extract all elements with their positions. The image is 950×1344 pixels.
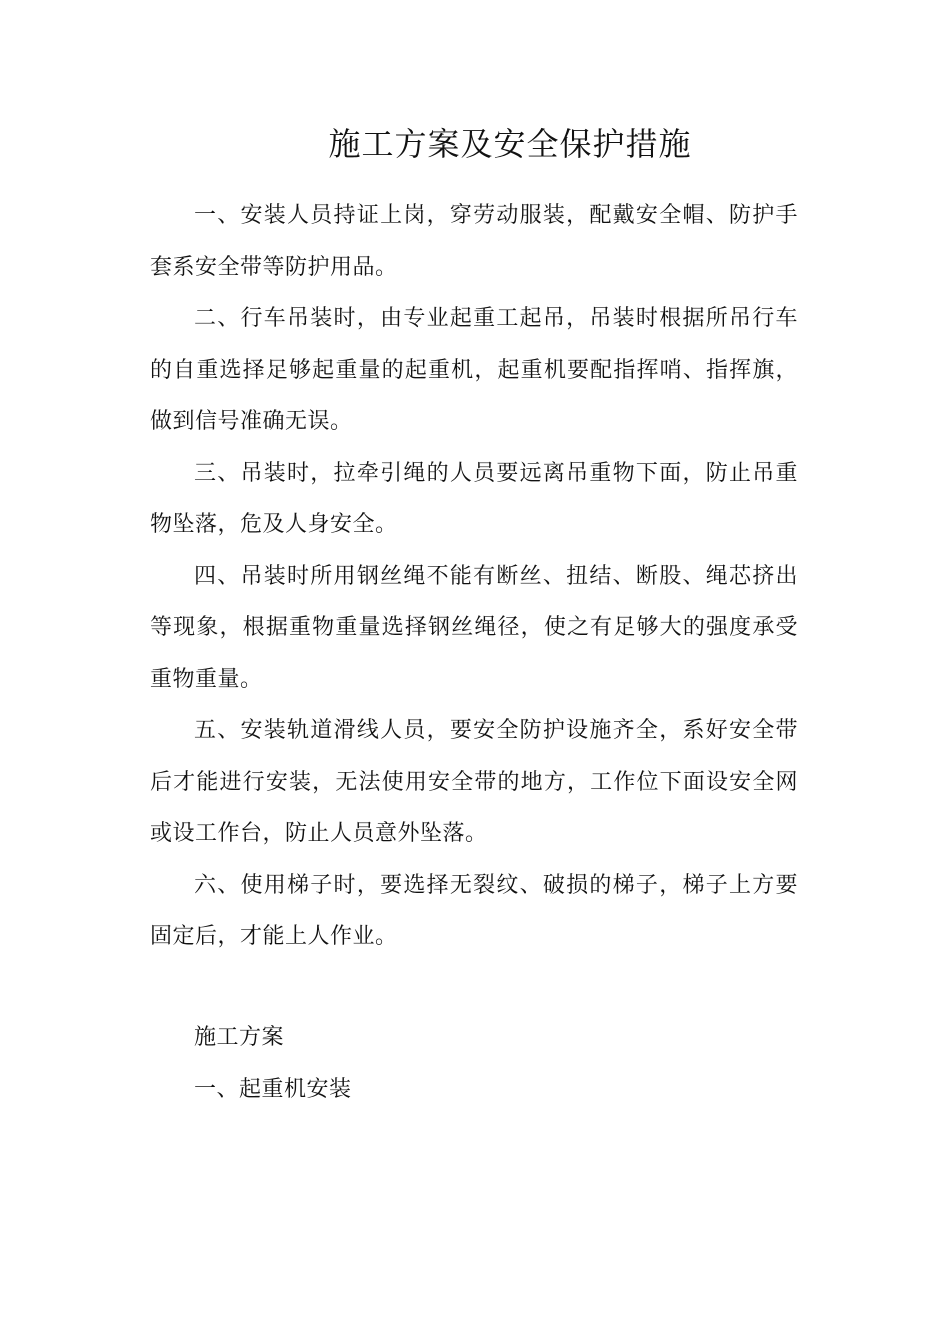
safety-measures-list [150,190,798,963]
paragraph-3: 三、吊装时，拉牵引绳的人员要远离吊重物下面，防止吊重物坠落，危及人身安全。 [150,460,798,537]
subsection-heading: 一、起重机安装 [194,1076,352,1102]
paragraph-4: 四、吊装时所用钢丝绳不能有断丝、扭结、断股、绳芯挤出等现象，根据重物重量选择钢丝绳径，使之有足够大的强度承受重物重量。 [150,563,798,692]
paragraph-5: 五、安装轨道滑线人员，要安全防护设施齐全，系好安全带后才能进行安装，无法使用安全带的地方，工作位下面设安全网或设工作台，防止人员意外坠落。 [150,718,798,846]
section-heading: 施工方案 [194,1025,285,1050]
paragraph-1: 一、安装人员持证上岗，穿劳动服装，配戴安全帽、防护手套系安全带等防护用品。 [150,203,798,280]
construction-plan-section [150,1012,798,1115]
document-title: 施工方案及安全保护措施 [328,125,692,163]
paragraph-2: 二、行车吊装时，由专业起重工起吊，吊装时根据所吊行车的自重选择足够起重量的起重机，起重机要配指挥哨、指挥旗，做到信号准确无误。 [150,306,798,434]
paragraph-6: 六、使用梯子时，要选择无裂纹、破损的梯子，梯子上方要固定后，才能上人作业。 [150,872,798,949]
